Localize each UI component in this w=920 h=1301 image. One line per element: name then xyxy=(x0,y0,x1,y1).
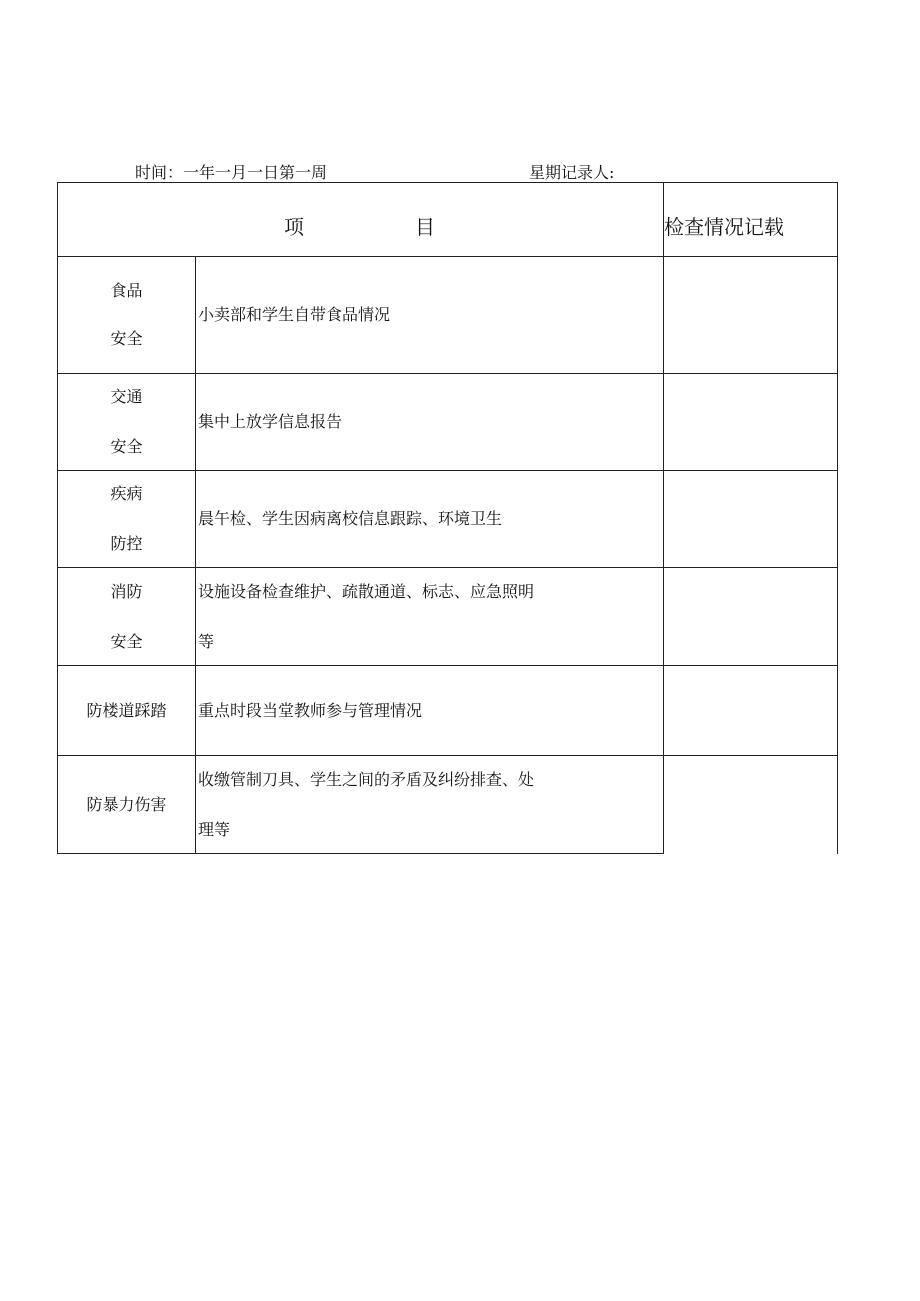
table-row-content xyxy=(196,374,663,470)
category-line: 疾病 xyxy=(110,484,143,503)
content-line: 集中上放学信息报告 xyxy=(198,412,343,431)
category-line: 安全 xyxy=(110,329,143,348)
table-row-category xyxy=(58,756,195,853)
category-line: 交通 xyxy=(110,387,143,406)
content-line: 等 xyxy=(198,631,215,651)
table-row-content xyxy=(196,756,663,853)
table-row-record[interactable] xyxy=(664,257,837,373)
table-row-category xyxy=(58,257,195,373)
inspection-table xyxy=(57,182,838,854)
table-row-category xyxy=(58,666,195,755)
column-header-project-1: 项 xyxy=(284,215,304,239)
table-row-category xyxy=(58,471,195,567)
category-line: 安全 xyxy=(110,437,143,456)
table-row-content xyxy=(196,666,663,755)
content-line: 理等 xyxy=(198,819,231,839)
table-row-content xyxy=(196,257,663,373)
column-header-project-2: 目 xyxy=(415,215,435,239)
table-row-content xyxy=(196,568,663,665)
category-line: 防控 xyxy=(110,534,143,553)
table-row-content xyxy=(196,471,663,567)
header-line xyxy=(0,160,920,184)
table-row-category xyxy=(58,568,195,665)
category-line: 防楼道踩踏 xyxy=(86,700,167,720)
content-line: 设施设备检查维护、疏散通道、标志、应急照明 xyxy=(198,581,535,601)
time-label: 时间：一年一月一日第一周 xyxy=(135,163,328,182)
content-line: 重点时段当堂教师参与管理情况 xyxy=(198,700,423,720)
table-bottom-line xyxy=(57,853,664,854)
table-row-record[interactable] xyxy=(664,471,837,567)
table-row-record[interactable] xyxy=(664,374,837,470)
category-line: 防暴力伤害 xyxy=(86,794,167,814)
content-line: 收缴管制刀具、学生之间的矛盾及纠纷排查、处 xyxy=(198,769,535,789)
category-line: 食品 xyxy=(110,281,143,300)
table-border-top xyxy=(57,182,838,183)
content-line: 小卖部和学生自带食品情况 xyxy=(198,305,391,324)
content-line: 晨午检、学生因病离校信息跟踪、环境卫生 xyxy=(198,509,503,528)
category-line: 安全 xyxy=(110,631,143,651)
category-line: 消防 xyxy=(110,581,143,601)
table-row-record[interactable] xyxy=(664,756,837,853)
table-row-record[interactable] xyxy=(664,568,837,665)
table-row-category xyxy=(58,374,195,470)
table-row-record[interactable] xyxy=(664,666,837,755)
week-recorder-label: 星期记录人: xyxy=(529,163,615,182)
table-border-right xyxy=(837,182,838,854)
column-header-inspection-record: 检查情况记载 xyxy=(664,215,784,239)
